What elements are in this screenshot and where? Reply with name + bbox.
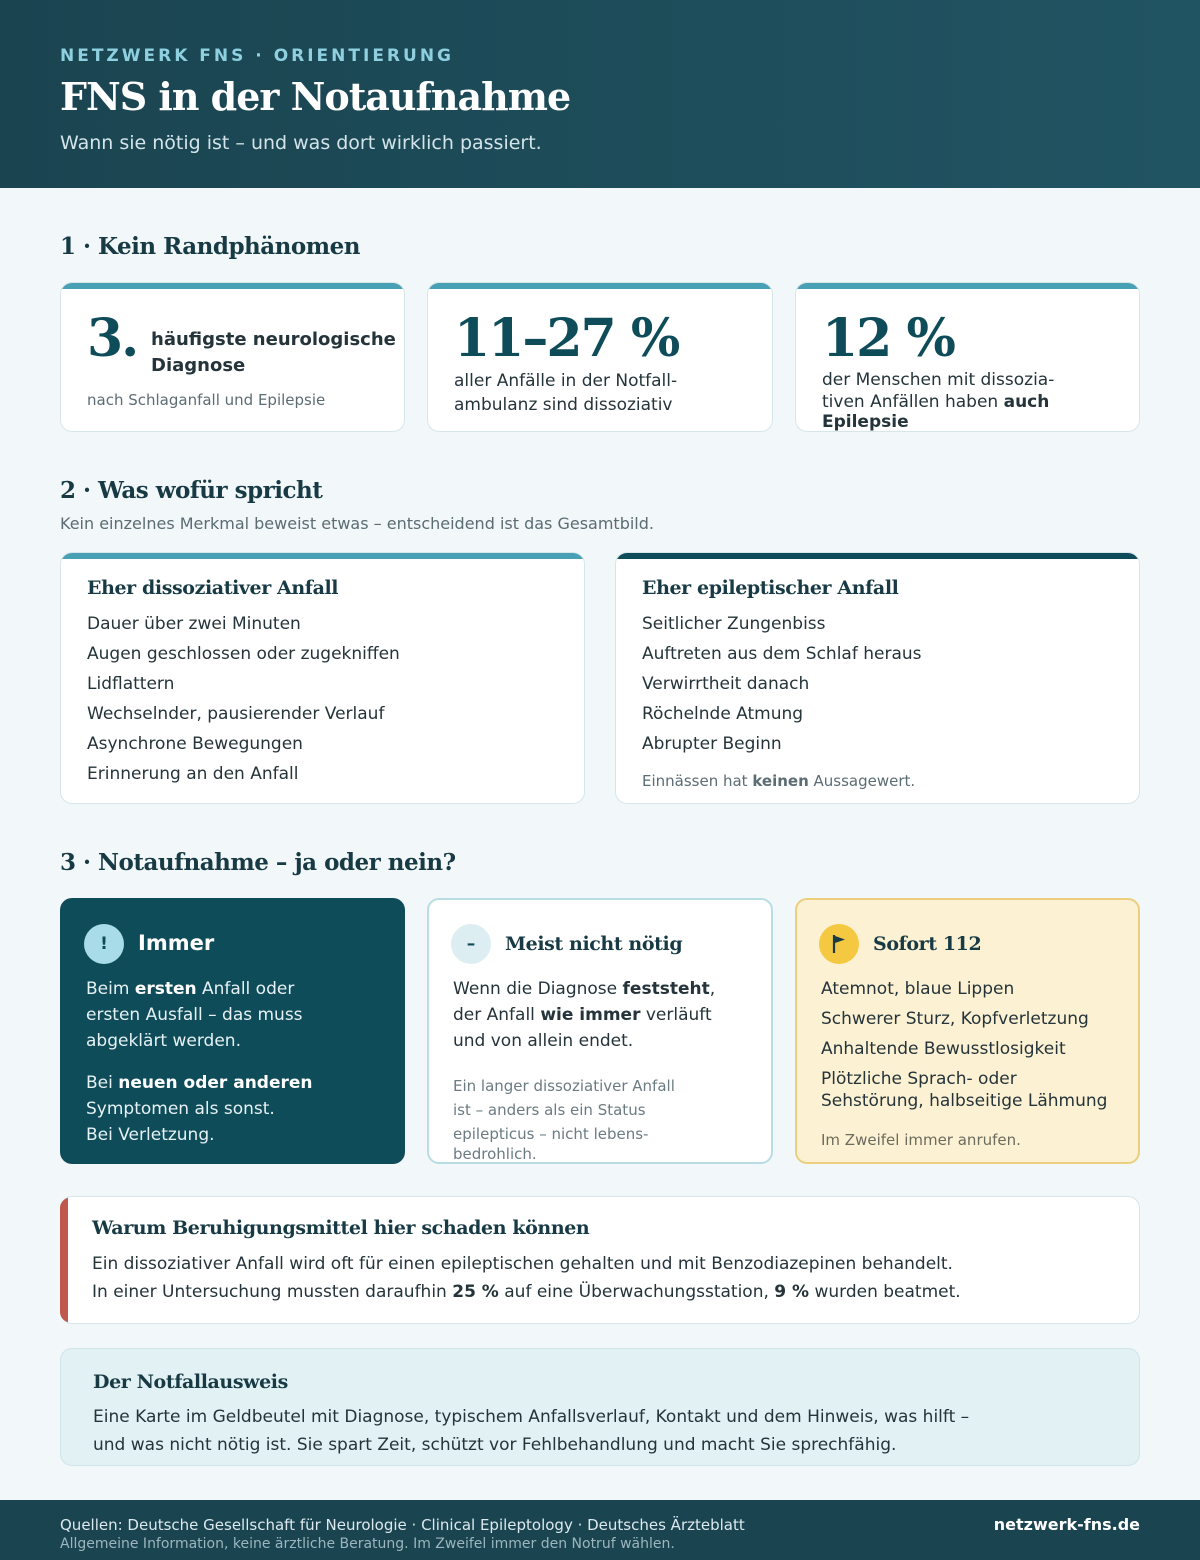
list-item: Wechselnder, pausierender Verlauf (87, 704, 385, 724)
footer (0, 1500, 1200, 1560)
header-banner (0, 0, 1200, 188)
stat-number: 11–27 % (454, 308, 679, 369)
footer-sources: Quellen: Deutsche Gesellschaft für Neurologie · Clinical Epileptology · Deutsches Ärzteblatt (60, 1516, 745, 1534)
stat-label: häufigste neurologische Diagnose (151, 329, 396, 376)
exclamation-icon: ! (84, 924, 124, 964)
list-item: Verwirrtheit danach (642, 674, 810, 694)
epileptic-note: Einnässen hat keinen Aussagewert. (642, 772, 916, 790)
minus-icon: – (451, 924, 491, 964)
list-item: Atemnot, blaue Lippen (821, 979, 1015, 999)
decision-title: Meist nicht nötig (505, 933, 683, 955)
page-subtitle: Wann sie nötig ist – und was dort wirklich passiert. (60, 132, 542, 154)
footer-url[interactable]: netzwerk-fns.de (993, 1515, 1140, 1534)
footer-disclaimer: Allgemeine Information, keine ärztliche Beratung. Im Zweifel immer den Notruf wählen. (60, 1536, 675, 1552)
list-item: Erinnerung an den Anfall (87, 764, 299, 784)
decision-title: Immer (138, 931, 215, 955)
warning-title: Warum Beruhigungsmittel hier schaden können (92, 1217, 590, 1239)
decision-card-emergency (795, 898, 1140, 1164)
stat-number: 3. (87, 308, 138, 369)
card-text: Eine Karte im Geldbeutel mit Diagnose, typischem Anfallsverlauf, Kontakt und dem Hinweis, was hilft – und was nicht nötig ist. Sie spart Zeit, schützt vor Fehlbehandlung und macht Sie sprechfähig. (93, 1407, 970, 1455)
list-item: Augen geschlossen oder zugekniffen (87, 644, 400, 664)
header-kicker: NETZWERK FNS · ORIENTIERUNG (60, 46, 455, 66)
list-item: Lidflattern (87, 674, 175, 694)
epileptic-signs-card (615, 552, 1140, 804)
emergency-list (821, 978, 1107, 1112)
list-item: Auftreten aus dem Schlaf heraus (642, 644, 922, 664)
section3-heading: 3 · Notaufnahme – ja oder nein? (60, 849, 456, 876)
list-item: Anhaltende Bewusstlosigkeit (821, 1039, 1066, 1059)
stat-text: der Menschen mit dissozia- tiven Anfällen haben auch Epilepsie (822, 370, 1055, 432)
decision-note: Ein langer dissoziativer Anfall ist – anders als ein Status epilepticus – nicht lebens- bedrohlich. (453, 1077, 675, 1163)
stat-card-rank (60, 282, 405, 432)
list-item: Plötzliche Sprach- oder Sehstörung, halbseitige Lähmung (821, 1069, 1108, 1111)
dissociative-title: Eher dissoziativer Anfall (87, 577, 339, 599)
warning-text: Ein dissoziativer Anfall wird oft für einen epileptischen gehalten und mit Benzodiazepinen behandelt. In einer Untersuchung mussten daraufhin 25 % auf eine Überwachungsstation, 9 % wurden beatmet. (92, 1254, 961, 1302)
page-title: FNS in der Notaufnahme (60, 74, 571, 119)
sedative-warning (60, 1196, 1140, 1324)
flag-icon (819, 924, 859, 964)
section2-heading: 2 · Was wofür spricht (60, 477, 323, 504)
emergency-card-info (60, 1348, 1140, 1466)
decision-card-always (60, 898, 405, 1164)
stat-card-epilepsy (795, 282, 1140, 432)
decision-card-rarely (427, 898, 773, 1164)
stat-number: 12 % (822, 308, 954, 369)
card-title: Der Notfallausweis (93, 1371, 288, 1393)
list-item: Schwerer Sturz, Kopfverletzung (821, 1009, 1089, 1029)
epileptic-title: Eher epileptischer Anfall (642, 577, 899, 599)
stat-card-share (427, 282, 773, 432)
list-item: Dauer über zwei Minuten (87, 614, 301, 634)
dissociative-signs-card (60, 552, 585, 804)
decision-text: Bei neuen oder anderen Symptomen als sonst. Bei Verletzung. (86, 1073, 313, 1145)
list-item: Asynchrone Bewegungen (87, 734, 303, 754)
epileptic-list (642, 613, 922, 763)
dissociative-list (87, 613, 400, 793)
decision-text: Wenn die Diagnose feststeht, der Anfall wie immer verläuft und von allein endet. (453, 979, 716, 1051)
list-item: Abrupter Beginn (642, 734, 782, 754)
list-item: Seitlicher Zungenbiss (642, 614, 826, 634)
decision-text: Beim ersten Anfall oder ersten Ausfall – das muss abgeklärt werden. (86, 979, 303, 1051)
warning-bar (60, 1197, 68, 1323)
decision-title: Sofort 112 (873, 933, 982, 955)
stat-text: aller Anfälle in der Notfall- ambulanz sind dissoziativ (454, 371, 678, 415)
section2-lead: Kein einzelnes Merkmal beweist etwas – entscheidend ist das Gesamtbild. (60, 514, 654, 533)
list-item: Röchelnde Atmung (642, 704, 804, 724)
section1-heading: 1 · Kein Randphänomen (60, 233, 360, 260)
emergency-note: Im Zweifel immer anrufen. (821, 1131, 1021, 1149)
stat-note: nach Schlaganfall und Epilepsie (87, 391, 326, 409)
